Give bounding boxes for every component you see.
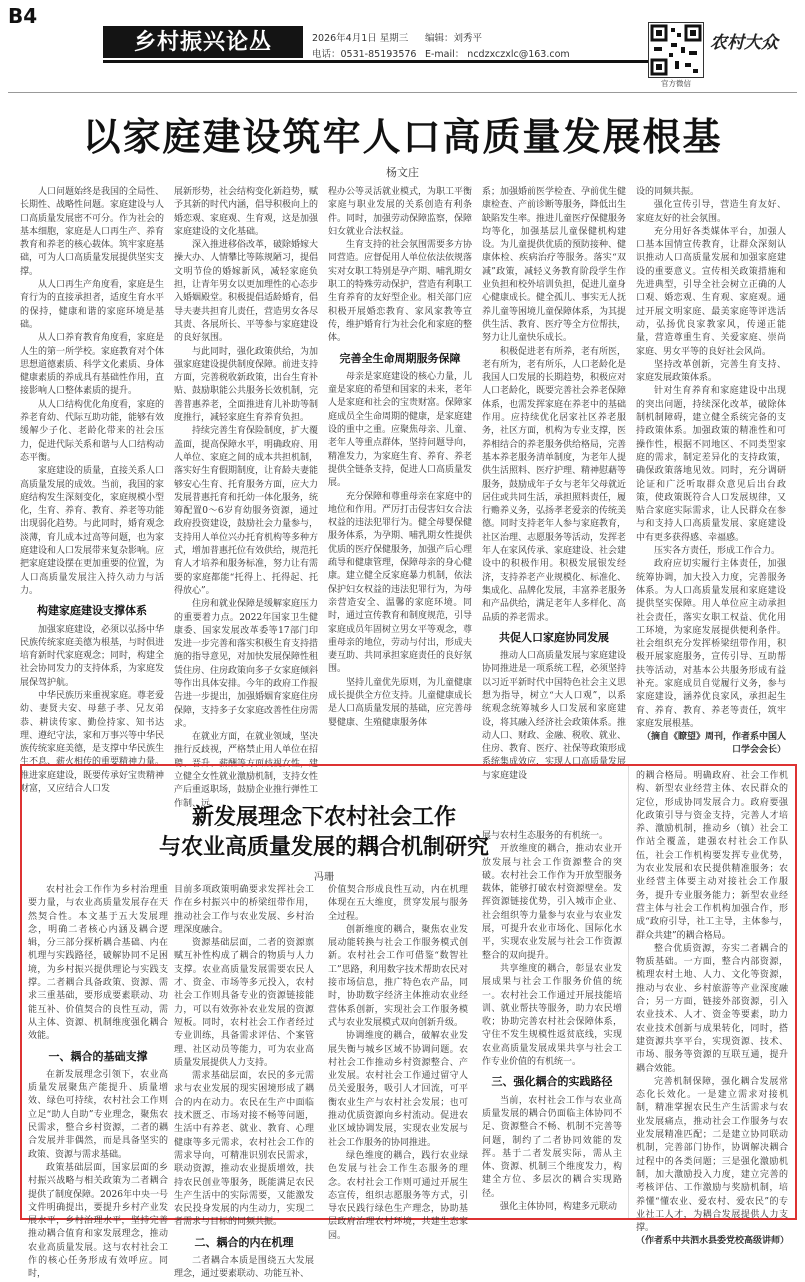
section-heading: 一、耦合的基础支撑 [48, 1049, 148, 1063]
paragraph: 积极促进老有所养，老有所医，老有所为，老有所乐，人口老龄化是我国人口发展的长期趋势，积极应对人口老龄化，既要完善社会养老保障体系，也需发挥家庭在养老中的基础作用。应持续优化居家社区养老服务，社区方面，机构为专业支撑，医养相结合的养老服务供给格局，完善基本养老服务清单制度，为老年人提供生活照料、医疗护理、精神慰藉等服务，鼓励成年子女与老年父母就近居住或共同生活，承担照料责任，履行赡养义务，弘扬孝老爱亲的传统美德。同时支持老年人参与家庭教育，社区治理、志愿服务等活动，发挥老年人在家风传承、家庭建设、社会建设中的积极作用。积极发展银发经济，支持养老产业规模化、标准化、集成化、品牌化发展，丰富养老服务和产品供给，满足老年人多样化、高品质的养老需求。 [482, 346, 627, 623]
article2-column-4 [482, 830, 622, 1214]
section-banner: 乡村振兴论丛 [103, 26, 303, 58]
article1-author: 杨文庄 [386, 166, 419, 179]
paragraph: 展新形势，社会结构变化新趋势，赋予其新的时代内涵，倡导积极向上的婚恋观、家庭观、生育观，这是加强家庭建设的文化基础。 [174, 187, 319, 237]
paragraph: 需求基础层面，农民的多元需求与农业发展的现实困境形成了耦合的内在动力。农民在生产中面临技术匮乏、市场对接不畅等问题，生活中有养老、就业、教育、心理健康等多元需求，农村社会工作的需求导向，可精准识别农民需求，联动资源，推动农业提质增效，扶持农民创业等服务，既能满足农民生产生活中的实际需要，又能激发农民投身发展的内生动力，实现二者需求与目标的同频共振。 [174, 1071, 314, 1228]
paragraph: 整合优质资源，夯实二者耦合的物质基础。一方面，整合内部资源，梳理农村土地、人力、文化等资源，推动与农业、乡村旅游等产业深度融合；另一方面，链接外部资源，引入农业技术、人才、资金等要素，助力农业技术创新与成果转化，同时，搭建资源共享平台，实现资源、技术、市场、服务等资源的互联互通，提升耦合效能。 [636, 943, 788, 1074]
paragraph: 持续完善生育保险制度，扩大覆盖面，提高保障水平，明确政府、用人单位、家庭之间的成本共担机制，落实好生育假期制度，让育龄夫妻能够安心生育、托育服务方面，应大力发展普惠托育和托幼一体化服务，统筹配置0～6岁育幼服务资源，通过政府投资建设，鼓励社会力量参与，支持用人单位兴办托育机构等多种方式，增加普惠托位有效供给，规范托育人才培养和服务标准，努力让有需要的家庭都能“托得上、托得起、托得放心”。 [174, 426, 319, 596]
paragraph: 政府应切实履行主体责任，加强统筹协调，加大投入力度，完善服务体系。为人口高质量发展和家庭建设提供坚实保障。用人单位应主动承担社会责任，落实女职工权益、优化用工环境，为家庭发展提供便利条件。社会组织充分发挥桥梁纽带作用，积极开展家庭服务，宣传引导、互助帮扶等活动，对基本公共服务形成有益补充。家庭成员自觉履行义务，参与家庭建设，涵养优良家风，承担起生育、养育、教育、养老等责任，筑牢家庭发展根基。 [636, 559, 786, 729]
paragraph: 深入推进移俗改革，破除婚嫁大操大办、人情攀比等陈规陋习，提倡文明节俭的婚嫁新风，减轻家庭负担，让青年男女以更加理性的心态步入婚姻殿堂。积极提倡适龄婚育，倡导夫妻共担育儿责任，营造男女各尽其责、各展所长、平等参与家庭建设的良好氛围。 [174, 240, 319, 344]
paragraph: 人口问题始终是我国的全局性、长期性、战略性问题。家庭建设与人口高质量发展密不可分。作为社会的基本细胞，家庭是人口再生产、养育教育和养老的核心载体。筑牢家庭基础，可为人口高质量发展提供坚实支撑。 [20, 187, 165, 277]
paragraph: 强化宣传引导，营造生育友好、家庭友好的社会氛围。 [636, 200, 786, 224]
paragraph: 从人口结构优化角度看，家庭的养老育幼、代际互助功能，能够有效缓解少子化、老龄化带来的社会压力，促进代际关系和谐与人口结构动态平衡。 [20, 399, 165, 463]
editor-name: 编辑：刘秀平 [425, 33, 483, 44]
section-heading: 完善全生命周期服务保障 [339, 351, 461, 365]
paragraph: 绿色维度的耦合，践行农业绿色发展与社会工作生态服务的理念。农村社会工作则可通过开展生态宣传，组织志愿服务等方式，引导农民践行绿色生产理念，协助基层政府治理农村环境，共建生态家园。 [328, 1150, 468, 1241]
paragraph: 程办公等灵活就业模式，为职工平衡家庭与职业发展的关系创造有利条件。同时，加强劳动保障监察，保障妇女就业合法权益。 [328, 187, 473, 237]
paragraph: 目前多项政策明确要求发挥社会工作在乡村振兴中的桥梁纽带作用，推动社会工作与农业发展、乡村治理深度融合。 [174, 885, 314, 935]
article2-column-3 [328, 884, 468, 1241]
paragraph: 充分用好各类媒体平台，加强人口基本国情宣传教育，让群众深刻认识推动人口高质量发展和加强家庭建设的重要意义。宣传相关政策措施和先进典型，引导全社会树立正确的人口观、婚恋观、生育观、家庭观。通过开展文明家庭、最美家庭等评选活动，弘扬优良家教家风，传递正能量，营造尊重生育、关爱家庭、崇尚家庭、男女平等的良好社会风尚。 [636, 226, 786, 357]
paragraph: 系；加强婚前医学检查、孕前优生健康检查、产前诊断等服务，降低出生缺陷发生率。推进儿童医疗保健服务均等化，加强基层儿童保健机构建设。为儿童提供优质的预防接种、健康体检、疾病治疗等服务。落实“双减”政策，减轻义务教育阶段学生作业负担和校外培训负担，促进儿童身心健康成长。健全孤儿、事实无人抚养儿童等困境儿童保障体系，为其提供生活、教育、医疗等全方位帮扶，努力让儿童快乐成长。 [482, 187, 627, 344]
article1-column-5 [636, 186, 786, 762]
paragraph: 从人口再生产角度看，家庭是生育行为的直接承担者，适度生育水平的保持，健康和谐的家庭环境是基础。 [20, 280, 165, 330]
paragraph: 中华民族历来重视家庭。尊老爱幼、妻贤夫安、母慈子孝、兄友弟恭、耕读传家、勤俭持家、知书达理、遵纪守法，家和万事兴等中华民族传统家庭美德，是支撑中华民族生生不息、薪火相传的重要精神力量。推进家庭建设，既要传承好宝贵精神财富，又应结合人口发 [20, 690, 165, 795]
section-heading: 二、耦合的内在机理 [194, 1235, 294, 1249]
paragraph: 推动人口高质量发展与家庭建设协同推进是一项系统工程，必须坚持以习近平新时代中国特色社会主义思想为指导，树立“大人口观”，以系统观念统筹城乡人口发展和家庭建设，将其融入经济社会政策体系。推动人口、财政、金融、税收、就业、住房、教育、医疗、社保等政策形成系统集成效应，实现人口高质量发展与家庭建设 [482, 651, 627, 781]
article1-source: （摘自《瞭望》周刊，作者系中国人口学会会长） [641, 732, 786, 756]
article2-column-5 [636, 770, 790, 1247]
paragraph: 农村社会工作作为乡村治理重要力量，与农业高质量发展存在天然契合性。本文基于五大发展理念，明确二者核心内涵及耦合逻辑，分三部分探析耦合基础、内在机理与实践路径，破解协同不足困境，为乡村振兴提供理论与实践支撑。二者耦合具备政策、资源、需求三重基础，要形成要素联动、功能互补、价值契合的良性互动，需从主体、资源、机制维度强化耦合效能。 [28, 885, 168, 1042]
qr-code-icon [648, 22, 704, 78]
paragraph: 压实各方责任，形成工作合力。 [654, 546, 781, 557]
header-divider [8, 92, 797, 93]
paragraph: 强化主体协同，构建多元联动 [500, 1202, 618, 1213]
article1-title: 以家庭建设筑牢人口高质量发展根基 [82, 114, 723, 159]
paragraph: 坚持儿童优先原则，为儿童健康成长提供全方位支持。儿童健康成长是人口高质量发展的基础，应完善母婴健康、生殖健康服务体 [328, 677, 473, 728]
paragraph: 充分保障和尊重母亲在家庭中的地位和作用。严厉打击侵害妇女合法权益的违法犯罪行为。健全母婴保健服务体系，为孕期、哺乳期女性提供优质的医疗保健服务，加强产后心理疏导和健康管理，保障母亲的身心健康。建立健全反家庭暴力机制，依法保护妇女权益的违法犯罪行为，为母亲营造安全、温馨的家庭环境。同时，通过宣传教育和制度规范，引导家庭成员年固树立男女平等观念，尊重母亲的地位，劳动与付出，形成夫妻互助、共同承担家庭责任的良好氛围。 [328, 491, 473, 675]
paragraph: 母亲是家庭建设的核心力量，儿童是家庭的希望和国家的未来，老年人是家庭和社会的宝贵财富。保障家庭成员全生命周期的健康，是家庭建设的重中之重。应聚焦母亲、儿童、老年人等重点群体，坚持问题导向，精准发力，为家庭生育、养育、养老提供全链条支持，促进人口高质量发展。 [328, 371, 473, 489]
paragraph: 在就业方面，在就业领域，坚决推行反歧视，严格禁止用人单位在招聘、晋升、薪酬等方面歧视女性，建立健全女性就业激励机制，支持女性产后重返职场，鼓励企业推行弹性工作制、远 [174, 732, 319, 809]
article2-title-line1: 新发展理念下农村社会工作 [191, 804, 456, 830]
paragraph: 家庭建设的质量，直接关系人口高质量发展的成效。当前，我国的家庭结构发生深刻变化，家庭规模小型化，生育、养育、教育、养老等功能出现弱化趋势。与此同时，婚育观念淡薄，育儿成本过高等问题，也为家庭建设和人口发展带来复杂影响。应把家庭建设摆在更加重要的位置，为人口高质量发展注入持久动力与活力。 [20, 466, 165, 596]
paragraph: 政策基础层面，国家层面的乡村振兴战略与相关政策为二者耦合提供了制度保障。2026年中央一号文件明确提出，要提升乡村产业发展水平，乡村治理水平，坚持完善推动耦合值育和家发展理念，推动农业高质量发展。这与农村社会工作的核心任务形成有效呼应。同时， [28, 1162, 168, 1280]
paragraph: 的耦合格局。明确政府、社会工作机构、新型农业经营主体、农民群众的定位，形成协同发展合力。政府要强化政策引导与资金支持，完善人才培养、激励机制，推动乡（镇）社会工作站全覆盖，建强农村社会工作队伍，社会工作机构要发挥专业优势，为农业发展和农民提供精准服务；农业经营主体要主动对接社会工作服务，提升专业服务能力；新型农业经营主体与社会工作机构加强合作，形成“政府引导，社工主导，主体参与，群众共建”的耦合格局。 [636, 771, 788, 941]
phone-number: 电话：0531-85193576 [312, 49, 417, 60]
paragraph: 协调维度的耦合，破解农业发展失衡与城乡区域不协调问题。农村社会工作推动乡村资源整合、产业发展。农村社会工作通过留守人员关爱服务，吸引人才回流，可平衡农业生产与农村社会发展；也可推动优质资源向乡村流动。促进农业区域协调发展，实现农业发展与社会工作服务的协同推进。 [328, 1031, 468, 1148]
paragraph: 创新维度的耦合，聚焦农业发展动能转换与社会工作服务模式创新。农村社会工作可借鉴“数智社工”思路，利用数字技术帮助农民对接市场信息，推广特色农产品，同时，协助数字经济主体推动农业经营体系创新，实现社会工作服务模式与农业发展模式双向创新升级。 [328, 924, 468, 1028]
article2-title-line2: 与农业高质量发展的耦合机制研究 [158, 834, 489, 860]
masthead-rule [103, 60, 703, 63]
paragraph: 加强家庭建设，必须以弘扬中华民族传统家庭美德为根基，与时俱进培育新时代家庭观念；同时，构建全社会协同发力的支持体系，为家庭发展保驾护航。 [20, 624, 165, 688]
column-divider [628, 766, 629, 1218]
paragraph: 完善机制保障，强化耦合发展常态化长效化。一是建立需求对接机制，精准掌握农民生产生活需求与农业发展痛点，推动社会工作服务与农业发展精准匹配；二是建立协同联动机制，完善部门协作，协调解决耦合过程中的各类问题；三是强化激励机制，加大激励投入力度，建立完善的考核评估、工作激励与奖励机制，培养懂“懂农业、爱农村、爱农民”的专业社工人才，为耦合发展提供人力支撑。 [636, 1076, 788, 1234]
paragraph: 共享维度的耦合，彰显农业发展成果与社会工作服务价值的统一。农村社会工作通过开展技能培训、就业帮扶等服务，助力农民增收；协助完善农村社会保障体系，守住不发生规模性返贫底线，实现农业高质量发展成果共享与社会工作专业价值的有机统一。 [482, 963, 622, 1068]
brand-logo: 农村大众 [710, 33, 778, 53]
paragraph: 针对生育养育和家庭建设中出现的突出问题，持续深化改革，破除体制机制障碍，建立健全系统完备的支持政策体系。加强政策的精准性和可操作性，根据不同地区、不同类型家庭的需求，制定差异化的支持政策，确保政策落地见效。同时，充分调研论证和广泛听取群众意见后出台政策，使政策既符合人口发展规律，又贴合家庭实际需求，让人民群众在参与和支持人口高质量发展、家庭建设中有更多获得感、幸福感。 [636, 386, 786, 543]
article1-column-1 [20, 186, 165, 795]
paragraph: 二者耦合本质是围绕五大发展理念，通过要素联动、功能互补、 [174, 1256, 314, 1280]
qr-caption: 官方微信 [661, 79, 691, 88]
section-heading: 构建家庭建设支撑体系 [37, 604, 147, 618]
section-heading: 三、强化耦合的实践路径 [491, 1075, 613, 1089]
paragraph: 坚持改革创新，完善生育支持、家庭发展政策体系。 [636, 359, 786, 384]
paragraph: 与此同时，强化政策供给，为加强家庭建设提供制度保障。前进支持方面，完善税收新政策，出台生育补贴、鼓励职能公共服务长效机制，完善普惠养老，全面推进育儿补助等制度推行，减轻家庭生育养育负担。 [174, 346, 319, 424]
contact-email[interactable]: E-mail： ncdzxczxlc@163.com [425, 49, 570, 60]
section-heading: 共促人口家庭协同发展 [499, 630, 609, 644]
paragraph: 开放维度的耦合，推动农业开放发展与社会工作资源整合的突破。农村社会工作作为开放型服务载体，能够打破农村资源壁垒。发挥资源链接优势，引入城市企业、社会组织等力量参与农业与农业发展，可提升农业市场化、国际化水平，实现农业发展与社会工作资源整合的双向提升。 [482, 844, 622, 961]
article2-column-1 [28, 884, 168, 1280]
paragraph: 设的同频共振。 [636, 187, 700, 197]
paragraph: 住房和就业保障是缓解家庭压力的重要着力点。2022年国家卫生健康委、国家发展改革委等17部门印发进一步完善和落实积极生育支持措施的指导意见，对加快发展保障性租赁住房、住房政策向多子女家庭倾斜等作出具体安排。今年的政府工作报告进一步提出，加强婚姻育家庭住房保障，支持多子女家庭改善性住房需求。 [174, 599, 319, 729]
article2-source: （作者系中共泗水县委党校高级讲师） [636, 1236, 790, 1247]
paragraph: 展与农村生态服务的有机统一。 [482, 831, 609, 841]
paragraph: 生育支持的社会氛围需要多方协同营造。应督促用人单位依法依规落实对女职工特别是孕产期、哺乳期女职工的特殊劳动保护，营造有利职工生育养育的友好型企业。相关部门应积极开展婚恋教育、家风家教等宣传，维护婚育行为社会化和家庭的整体。 [328, 240, 473, 344]
article2-author: 冯珊 [314, 872, 334, 883]
paragraph: 在新发展理念引领下，农业高质量发展聚焦产能提升、质量增效、绿色可持续，农村社会工作则立足“助人自助”专业理念，聚焦农民需求，整合乡村资源，二者的耦合发展并非偶然，而是具备坚实的政策、资源与需求基础。 [28, 1069, 168, 1160]
paragraph: 价值契合形成良性互动，内在机理体现在五大维度，贯穿发展与服务全过程。 [328, 885, 468, 922]
article1-column-2 [174, 186, 319, 809]
paragraph: 资源基础层面，二者的资源禀赋互补性构成了耦合的物质与人力支撑。农业高质量发展需要农民人才、资金、市场等多元投入，农村社会工作则具备专业的资源链接能力，可以有效弥补农业发展的资源短板。同时，农村社会工作者经过专业训练，具备需求评估、个案管理、社区动员等能力，可为农业高质量发展提供人力支持。 [174, 938, 314, 1068]
issue-date: 2026年4月1日 星期三 [312, 33, 409, 44]
paragraph: 从人口养育教育角度看，家庭是人生的第一所学校。家庭教育对个体思想道德素质、科学文化素质、身体健康素质的养成具有基础性作用，直接影响人口整体素质的提升。 [20, 333, 165, 397]
page-number: B4 [8, 4, 38, 28]
article2-column-2 [174, 884, 314, 1280]
paragraph: 当前，农村社会工作与农业高质量发展的耦合仍面临主体协同不足、资源整合不畅、机制不完善等问题，制约了二者协同效能的发挥。基于二者发展实际，需从主体、资源、机制三个维度发力，构建全方位、多层次的耦合实现路径。 [482, 1095, 622, 1199]
article1-column-4 [482, 186, 627, 781]
article1-column-3 [328, 186, 472, 762]
